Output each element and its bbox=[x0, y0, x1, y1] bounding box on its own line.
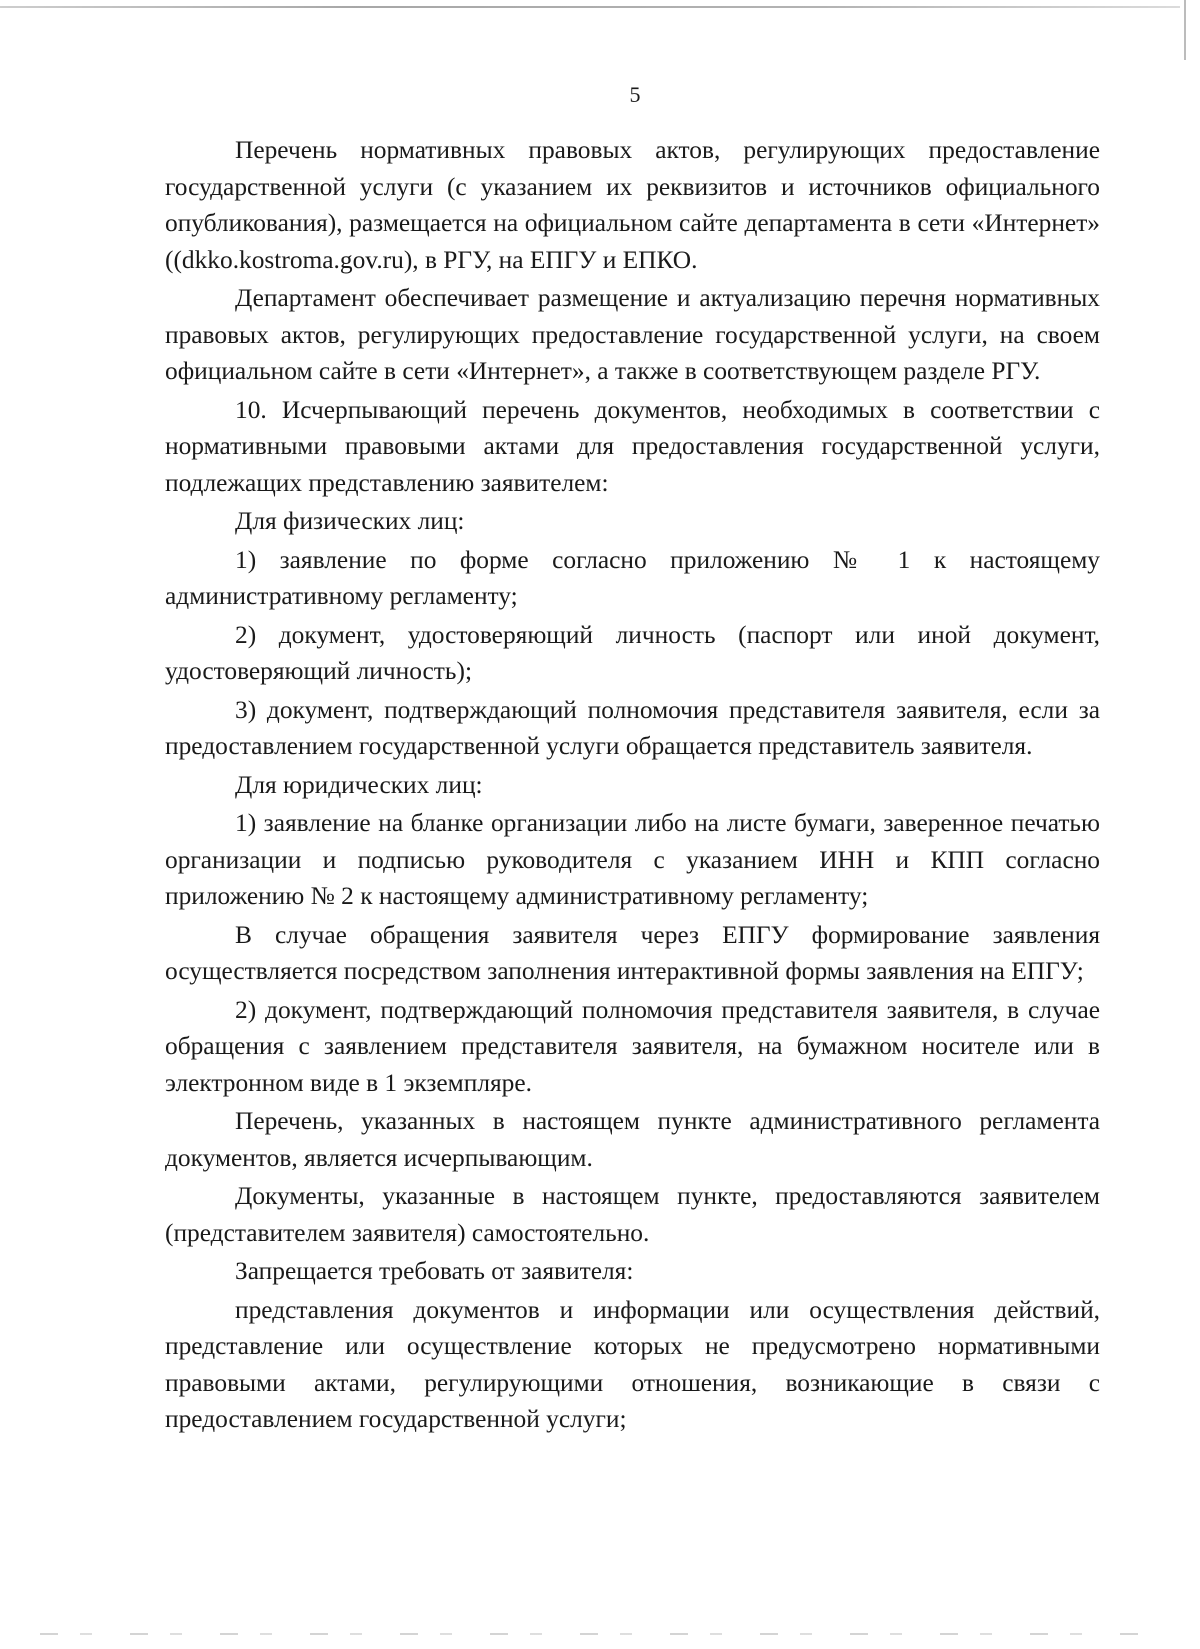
page-number: 5 bbox=[629, 82, 641, 107]
paragraph-epgu-application: В случае обращения заявителя через ЕПГУ формирование заявления осуществляется посредством заполнения интерактивной формы заявления на ЕПГУ; bbox=[165, 920, 1100, 985]
paragraph-list-exhaustive: Перечень, указанных в настоящем пункте административного регламента документов, является исчерпывающим. bbox=[165, 1107, 1100, 1172]
list-item-individuals-3: 3) документ, подтверждающий полномочия представителя заявителя, если за предоставлением государственной услуги обращается представитель заявителя. bbox=[165, 695, 1100, 760]
list-item-individuals-1: 1) заявление по форме согласно приложению № 1 к настоящему административному регламенту; bbox=[165, 545, 1100, 610]
scan-edge-top bbox=[0, 6, 1180, 8]
list-item-individuals-2: 2) документ, удостоверяющий личность (паспорт или иной документ, удостоверяющий личность); bbox=[165, 620, 1100, 685]
scan-edge-right bbox=[1184, 0, 1186, 60]
paragraph-prohibited-item: представления документов и информации или осуществления действий, представление или осуществление которых не предусмотрено нормативными правовыми актами, регулирующими отношения, возникающие в связи с предоставлением государственной услуги; bbox=[165, 1295, 1100, 1433]
list-item-legal-entities-1: 1) заявление на бланке организации либо на листе бумаги, заверенное печатью организации и подписью руководителя с указанием ИНН и КПП согласно приложению № 2 к настоящему административному регламенту; bbox=[165, 809, 1100, 910]
paragraph-legal-acts-list: Перечень нормативных правовых актов, регулирующих предоставление государственной услуги (с указанием их реквизитов и источников официального опубликования), размещается на официальном сайте департамента в сети «Интернет» ((dkko.kostroma.gov.ru), в РГУ, на ЕПГУ и ЕПКО. bbox=[165, 136, 1100, 274]
document-body bbox=[165, 132, 1100, 1440]
heading-individuals: Для физических лиц: bbox=[235, 507, 465, 535]
paragraph-department-updates: Департамент обеспечивает размещение и актуализацию перечня нормативных правовых актов, регулирующих предоставление государственной услуги, на своем официальном сайте в сети «Интернет», а также в соответствующем разделе РГУ. bbox=[165, 284, 1100, 385]
heading-legal-entities: Для юридических лиц: bbox=[235, 770, 483, 799]
scan-edge-bottom bbox=[40, 1633, 1160, 1635]
paragraph-item-10: 10. Исчерпывающий перечень документов, необходимых в соответствии с нормативными правовыми актами для предоставления государственной услуги, подлежащих представлению заявителем: bbox=[165, 395, 1100, 497]
paragraph-documents-provided: Документы, указанные в настоящем пункте, предоставляются заявителем (представителем заявителя) самостоятельно. bbox=[165, 1182, 1100, 1247]
list-item-legal-entities-2: 2) документ, подтверждающий полномочия представителя заявителя, в случае обращения с заявлением представителя заявителя, на бумажном носителе или в электронном виде в 1 экземпляре. bbox=[165, 995, 1100, 1097]
paragraph-prohibited: Запрещается требовать от заявителя: bbox=[235, 1257, 634, 1285]
